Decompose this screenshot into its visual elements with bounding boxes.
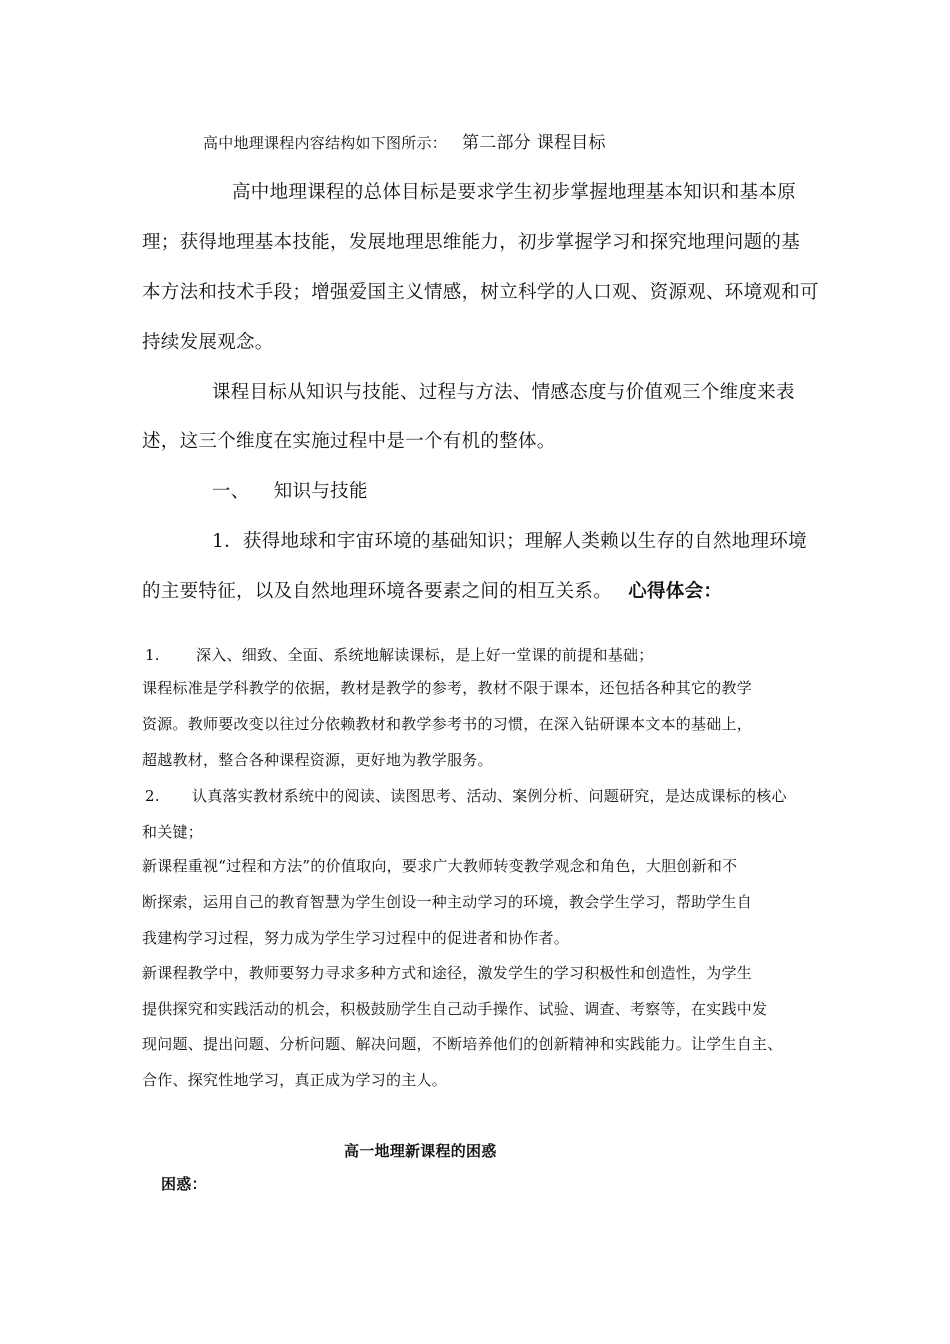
note2-body-line: 现问题、提出问题、分析问题、解决问题，不断培养他们的创新精神和实践能力。让学生自主、 — [142, 1035, 783, 1053]
section2-title: 高一地理新课程的困惑 — [344, 1142, 497, 1160]
heading-text: 知识与技能 — [273, 481, 368, 502]
para1-line: 理；获得地理基本技能，发展地理思维能力，初步掌握学习和探究地理问题的基 — [142, 232, 801, 253]
note2-body-line: 新课程教学中，教师要努力寻求多种方式和途径，激发学生的学习积极性和创造性，为学生 — [142, 964, 753, 982]
item1-line: 1．获得地球和宇宙环境的基础知识；理解人类赖以生存的自然地理环境 — [212, 531, 807, 552]
item1-line2 — [142, 577, 722, 603]
note1-body-line: 资源。教师要改变以往过分依赖教材和教学参考书的习惯，在深入钻研课本文本的基础上， — [142, 715, 753, 733]
note1-title — [145, 644, 654, 665]
note1-number: 1. — [145, 646, 160, 664]
confusion-heading: 困惑： — [161, 1175, 207, 1193]
note2-title-cont: 和关键； — [142, 823, 204, 841]
para2-line: 课程目标从知识与技能、过程与方法、情感态度与价值观三个维度来表 — [212, 382, 795, 403]
note2-body-line: 新课程重视“过程和方法”的价值取向，要求广大教师转变教学观念和角色，大胆创新和不 — [142, 857, 738, 875]
note2-title-text: 认真落实教材系统中的阅读、读图思考、活动、案例分析、问题研究，是达成课标的核心 — [192, 787, 787, 805]
note1-body-line: 课程标准是学科教学的依据，教材是教学的参考，教材不限于课本，还包括各种其它的教学 — [142, 679, 753, 697]
para2-line: 述，这三个维度在实施过程中是一个有机的整体。 — [142, 431, 556, 452]
item1-text: 的主要特征，以及自然地理环境各要素之间的相互关系。 — [142, 581, 613, 602]
intro-text — [203, 128, 606, 153]
note2-number: 2. — [145, 787, 160, 805]
note2-title — [145, 785, 787, 806]
heading-knowledge-skills — [212, 477, 368, 503]
note1-title-text: 深入、细致、全面、系统地解读课标，是上好一堂课的前提和基础； — [196, 646, 654, 664]
note2-body-line: 合作、探究性地学习，真正成为学习的主人。 — [142, 1071, 448, 1089]
para1-line: 本方法和技术手段；增强爱国主义情感，树立科学的人口观、资源观、环境观和可 — [142, 282, 819, 303]
note1-body-line: 超越教材，整合各种课程资源，更好地为教学服务。 — [142, 751, 493, 769]
note2-body-line: 提供探究和实践活动的机会，积极鼓励学生自己动手操作、试验、调查、考察等，在实践中发 — [142, 1000, 768, 1018]
note2-body-line: 我建构学习过程，努力成为学生学习过程中的促进者和协作者。 — [142, 929, 570, 947]
note2-body-line: 断探索，运用自己的教育智慧为学生创设一种主动学习的环境，教会学生学习，帮助学生自 — [142, 893, 753, 911]
para1-line: 持续发展观念。 — [142, 332, 274, 353]
reflection-heading: 心得体会： — [628, 581, 723, 602]
section-heading: 第二部分 课程目标 — [462, 133, 606, 153]
para1-line: 高中地理课程的总体目标是要求学生初步掌握地理基本知识和基本原 — [232, 182, 797, 203]
heading-number: 一、 — [212, 481, 250, 502]
intro-label: 高中地理课程内容结构如下图所示： — [203, 134, 448, 152]
